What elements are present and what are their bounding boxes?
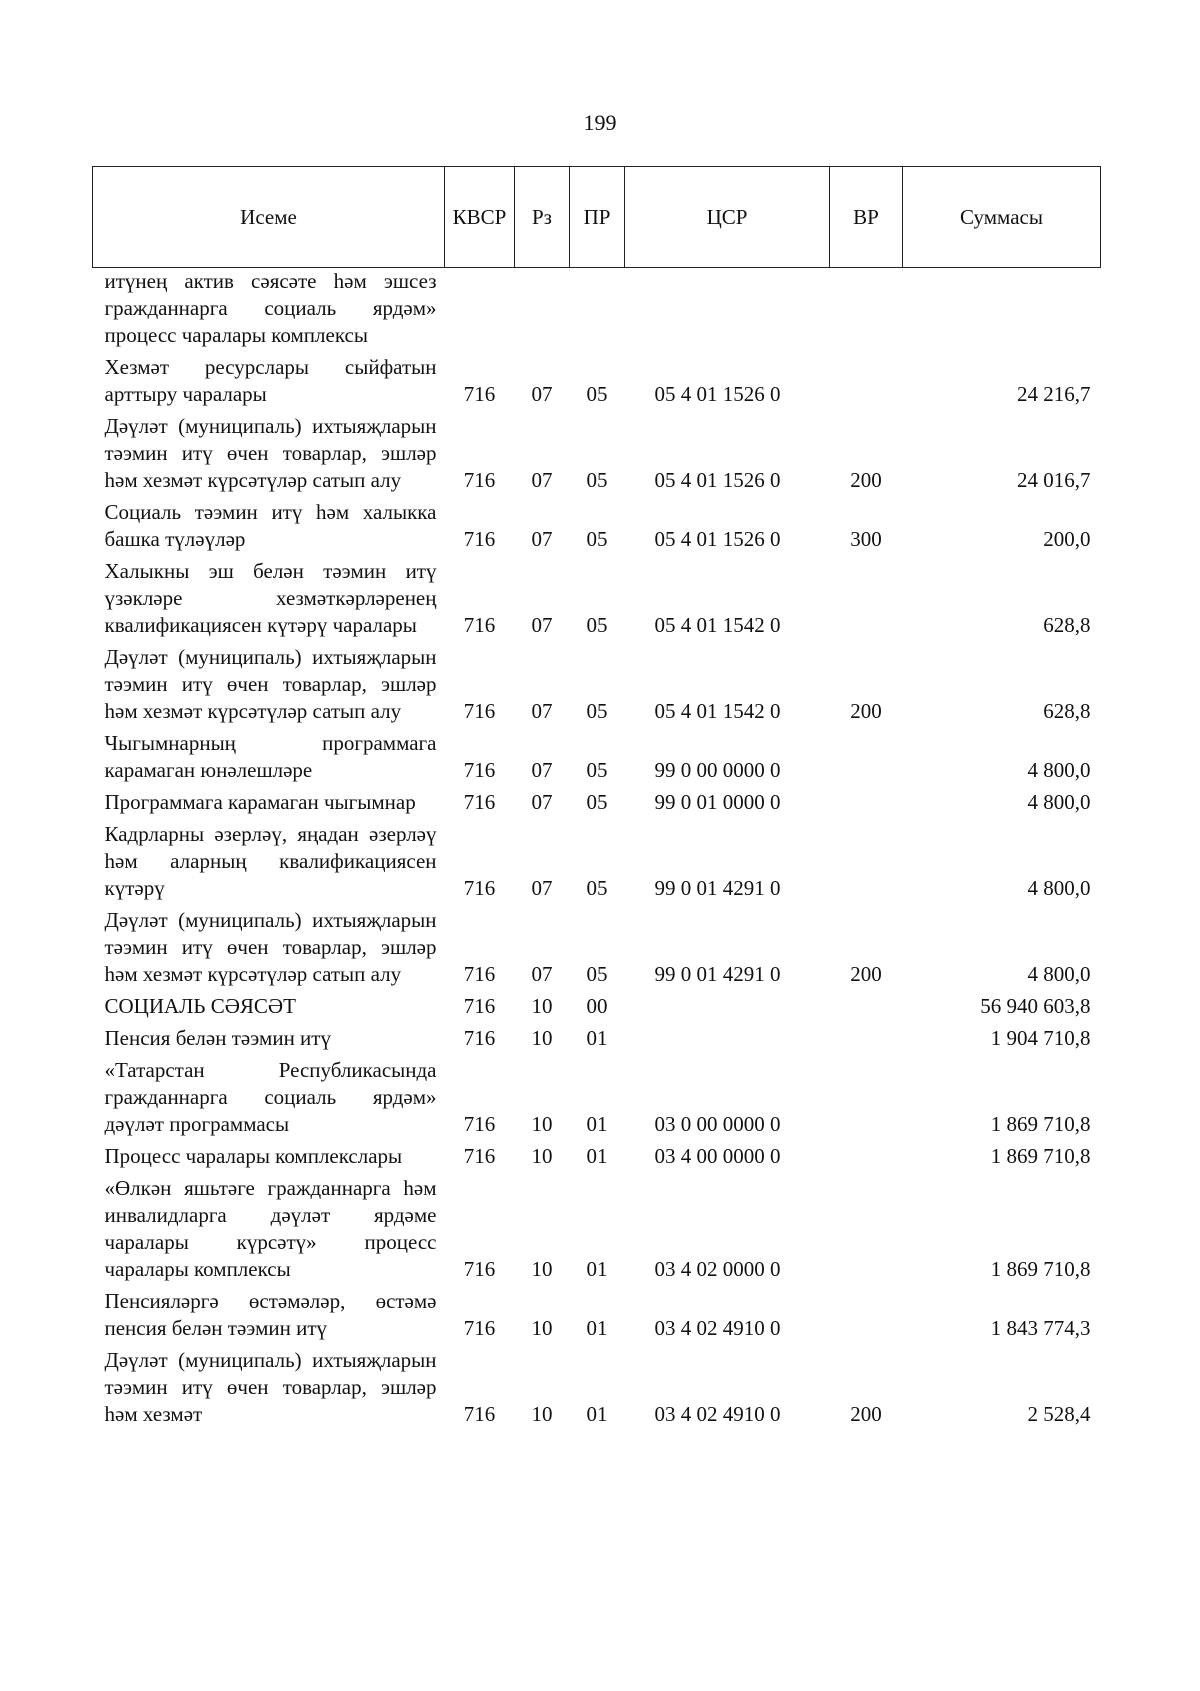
cell-pr: 05 bbox=[586, 962, 608, 986]
cell-csr: 05 4 01 1542 0 bbox=[654, 613, 781, 637]
cell-kvsr: 716 bbox=[463, 527, 496, 551]
cell-csr: 03 4 00 0000 0 bbox=[654, 1144, 781, 1168]
cell-pr: 01 bbox=[586, 1112, 608, 1136]
cell-name: Программага карамаган чыгымнар bbox=[104, 790, 416, 814]
cell-kvsr: 716 bbox=[463, 790, 496, 814]
cell-pr: 00 bbox=[586, 994, 608, 1018]
cell-sum: 24 016,7 bbox=[1017, 468, 1091, 492]
cell-rz: 07 bbox=[531, 699, 553, 723]
cell-vr bbox=[830, 268, 903, 350]
table-row bbox=[93, 1138, 1101, 1170]
cell-name: Халыкны эш белән тәэмин итү үзәкләре хезмәткәрләренең квалификациясен күтәрү чаралары bbox=[104, 559, 437, 637]
cell-pr: 05 bbox=[586, 613, 608, 637]
table-row bbox=[93, 408, 1101, 494]
cell-rz: 10 bbox=[531, 1112, 553, 1136]
cell-kvsr: 716 bbox=[463, 1402, 496, 1426]
table-header bbox=[93, 167, 1101, 268]
header-rz: Рз bbox=[515, 167, 570, 268]
cell-sum bbox=[903, 268, 1101, 350]
cell-vr bbox=[830, 1020, 903, 1052]
table-row bbox=[93, 1170, 1101, 1283]
cell-sum: 628,8 bbox=[1043, 613, 1091, 637]
cell-sum: 1 869 710,8 bbox=[990, 1112, 1091, 1136]
cell-rz: 10 bbox=[531, 1402, 553, 1426]
cell-kvsr: 716 bbox=[463, 468, 496, 492]
cell-kvsr bbox=[445, 268, 515, 350]
cell-kvsr: 716 bbox=[463, 382, 496, 406]
page-number: 199 bbox=[583, 110, 617, 135]
table-row bbox=[93, 268, 1101, 350]
cell-csr: 03 4 02 4910 0 bbox=[654, 1316, 781, 1340]
cell-vr bbox=[830, 553, 903, 639]
table-row bbox=[93, 1052, 1101, 1138]
header-kvsr: КВСР bbox=[445, 167, 515, 268]
cell-sum: 24 216,7 bbox=[1017, 382, 1091, 406]
cell-pr: 01 bbox=[586, 1257, 608, 1281]
table-row bbox=[93, 816, 1101, 902]
cell-vr bbox=[830, 784, 903, 816]
cell-vr: 200 bbox=[850, 1402, 882, 1426]
cell-pr: 05 bbox=[586, 876, 608, 900]
cell-vr bbox=[830, 349, 903, 408]
table-row bbox=[93, 725, 1101, 784]
table-row bbox=[93, 1342, 1101, 1428]
table-row bbox=[93, 902, 1101, 988]
cell-sum: 4 800,0 bbox=[1027, 758, 1091, 782]
cell-name: Дәүләт (муниципаль) ихтыяҗларын тәэмин итү өчен товарлар, эшләр һәм хезмәт күрсәтүләр сатып алу bbox=[104, 414, 437, 492]
cell-name: Кадрларны әзерләү, яңадан әзерләү һәм аларның квалификациясен күтәрү bbox=[104, 822, 437, 900]
cell-rz: 07 bbox=[531, 876, 553, 900]
cell-rz bbox=[515, 268, 570, 350]
cell-pr: 01 bbox=[586, 1144, 608, 1168]
cell-kvsr: 716 bbox=[463, 962, 496, 986]
cell-rz: 07 bbox=[531, 613, 553, 637]
cell-rz: 07 bbox=[531, 758, 553, 782]
cell-csr: 99 0 01 0000 0 bbox=[654, 790, 781, 814]
cell-sum: 4 800,0 bbox=[1027, 790, 1091, 814]
cell-csr: 03 4 02 0000 0 bbox=[654, 1257, 781, 1281]
cell-pr: 01 bbox=[586, 1026, 608, 1050]
cell-vr bbox=[830, 1283, 903, 1342]
cell-csr: 05 4 01 1526 0 bbox=[654, 382, 781, 406]
table-row bbox=[93, 988, 1101, 1020]
cell-sum: 1 869 710,8 bbox=[990, 1144, 1091, 1168]
cell-sum: 1 843 774,3 bbox=[990, 1316, 1091, 1340]
cell-csr: 99 0 00 0000 0 bbox=[654, 758, 781, 782]
budget-table bbox=[92, 166, 1101, 1428]
cell-kvsr: 716 bbox=[463, 1257, 496, 1281]
header-vr: ВР bbox=[830, 167, 903, 268]
cell-csr: 03 0 00 0000 0 bbox=[654, 1112, 781, 1136]
cell-rz: 10 bbox=[531, 1026, 553, 1050]
cell-name: Хезмәт ресурслары сыйфатын арттыру чаралары bbox=[104, 355, 437, 406]
cell-rz: 10 bbox=[531, 1257, 553, 1281]
cell-pr: 05 bbox=[586, 790, 608, 814]
cell-name: «Өлкән яшьтәге гражданнарга һәм инвалидларга дәүләт ярдәме чаралары күрсәтү» процесс чаралары комплексы bbox=[104, 1176, 437, 1281]
table-row bbox=[93, 784, 1101, 816]
cell-kvsr: 716 bbox=[463, 699, 496, 723]
cell-rz: 10 bbox=[531, 994, 553, 1018]
cell-name: Дәүләт (муниципаль) ихтыяҗларын тәэмин итү өчен товарлар, эшләр һәм хезмәт күрсәтүләр сатып алу bbox=[104, 908, 437, 986]
cell-csr: 03 4 02 4910 0 bbox=[654, 1402, 781, 1426]
cell-pr: 01 bbox=[586, 1402, 608, 1426]
cell-rz: 07 bbox=[531, 527, 553, 551]
cell-csr bbox=[625, 1020, 830, 1052]
cell-name: Чыгымнарның программага карамаган юнәлешләре bbox=[104, 731, 437, 782]
cell-name: «Татарстан Республикасында гражданнарга социаль ярдәм» дәүләт программасы bbox=[104, 1058, 437, 1136]
cell-pr: 01 bbox=[586, 1316, 608, 1340]
cell-sum: 1 869 710,8 bbox=[990, 1257, 1091, 1281]
cell-pr bbox=[570, 268, 625, 350]
cell-vr: 200 bbox=[850, 699, 882, 723]
cell-pr: 05 bbox=[586, 758, 608, 782]
cell-name: Социаль тәэмин итү һәм халыкка башка түләүләр bbox=[104, 500, 437, 551]
table-row bbox=[93, 1020, 1101, 1052]
cell-pr: 05 bbox=[586, 382, 608, 406]
table-body bbox=[93, 268, 1101, 1429]
cell-csr bbox=[625, 988, 830, 1020]
cell-pr: 05 bbox=[586, 699, 608, 723]
cell-name: Процесс чаралары комплекслары bbox=[104, 1144, 403, 1168]
cell-vr bbox=[830, 1138, 903, 1170]
cell-csr: 99 0 01 4291 0 bbox=[654, 876, 781, 900]
cell-name: Пенсияләргә өстәмәләр, өстәмә пенсия белән тәэмин итү bbox=[104, 1289, 437, 1340]
table-row bbox=[93, 349, 1101, 408]
header-name: Исеме bbox=[93, 167, 445, 268]
table-row bbox=[93, 553, 1101, 639]
header-sum: Суммасы bbox=[903, 167, 1101, 268]
cell-vr bbox=[830, 816, 903, 902]
cell-vr: 200 bbox=[850, 468, 882, 492]
cell-kvsr: 716 bbox=[463, 1112, 496, 1136]
table-row bbox=[93, 494, 1101, 553]
cell-name: итүнең актив сәясәте һәм эшсез гражданнарга социаль ярдәм» процесс чаралары комплексы bbox=[104, 269, 437, 347]
cell-rz: 10 bbox=[531, 1144, 553, 1168]
cell-vr bbox=[830, 1052, 903, 1138]
cell-kvsr: 716 bbox=[463, 1316, 496, 1340]
cell-vr bbox=[830, 1170, 903, 1283]
cell-sum: 4 800,0 bbox=[1027, 962, 1091, 986]
cell-sum: 56 940 603,8 bbox=[980, 994, 1091, 1018]
cell-name: Дәүләт (муниципаль) ихтыяҗларын тәэмин итү өчен товарлар, эшләр һәм хезмәт күрсәтүләр сатып алу bbox=[104, 645, 437, 723]
cell-kvsr: 716 bbox=[463, 1026, 496, 1050]
cell-kvsr: 716 bbox=[463, 1144, 496, 1168]
cell-vr: 300 bbox=[850, 527, 882, 551]
cell-name: Пенсия белән тәэмин итү bbox=[104, 1026, 331, 1050]
header-csr: ЦСР bbox=[625, 167, 830, 268]
cell-pr: 05 bbox=[586, 527, 608, 551]
cell-rz: 07 bbox=[531, 468, 553, 492]
cell-rz: 07 bbox=[531, 382, 553, 406]
cell-pr: 05 bbox=[586, 468, 608, 492]
cell-kvsr: 716 bbox=[463, 876, 496, 900]
cell-rz: 07 bbox=[531, 962, 553, 986]
cell-sum: 1 904 710,8 bbox=[990, 1026, 1091, 1050]
cell-vr: 200 bbox=[850, 962, 882, 986]
cell-vr bbox=[830, 725, 903, 784]
cell-name: СОЦИАЛЬ СӘЯСӘТ bbox=[104, 994, 296, 1018]
cell-sum: 2 528,4 bbox=[1027, 1402, 1091, 1426]
cell-vr bbox=[830, 988, 903, 1020]
cell-csr: 05 4 01 1526 0 bbox=[654, 527, 781, 551]
cell-csr: 05 4 01 1542 0 bbox=[654, 699, 781, 723]
cell-csr: 05 4 01 1526 0 bbox=[654, 468, 781, 492]
cell-sum: 4 800,0 bbox=[1027, 876, 1091, 900]
cell-sum: 200,0 bbox=[1043, 527, 1091, 551]
header-pr: ПР bbox=[570, 167, 625, 268]
cell-rz: 07 bbox=[531, 790, 553, 814]
cell-kvsr: 716 bbox=[463, 613, 496, 637]
cell-kvsr: 716 bbox=[463, 994, 496, 1018]
cell-name: Дәүләт (муниципаль) ихтыяҗларын тәэмин итү өчен товарлар, эшләр һәм хезмәт bbox=[104, 1348, 437, 1426]
cell-sum: 628,8 bbox=[1043, 699, 1091, 723]
cell-rz: 10 bbox=[531, 1316, 553, 1340]
cell-kvsr: 716 bbox=[463, 758, 496, 782]
table-row bbox=[93, 1283, 1101, 1342]
cell-csr: 99 0 01 4291 0 bbox=[654, 962, 781, 986]
table-row bbox=[93, 639, 1101, 725]
cell-csr bbox=[625, 268, 830, 350]
